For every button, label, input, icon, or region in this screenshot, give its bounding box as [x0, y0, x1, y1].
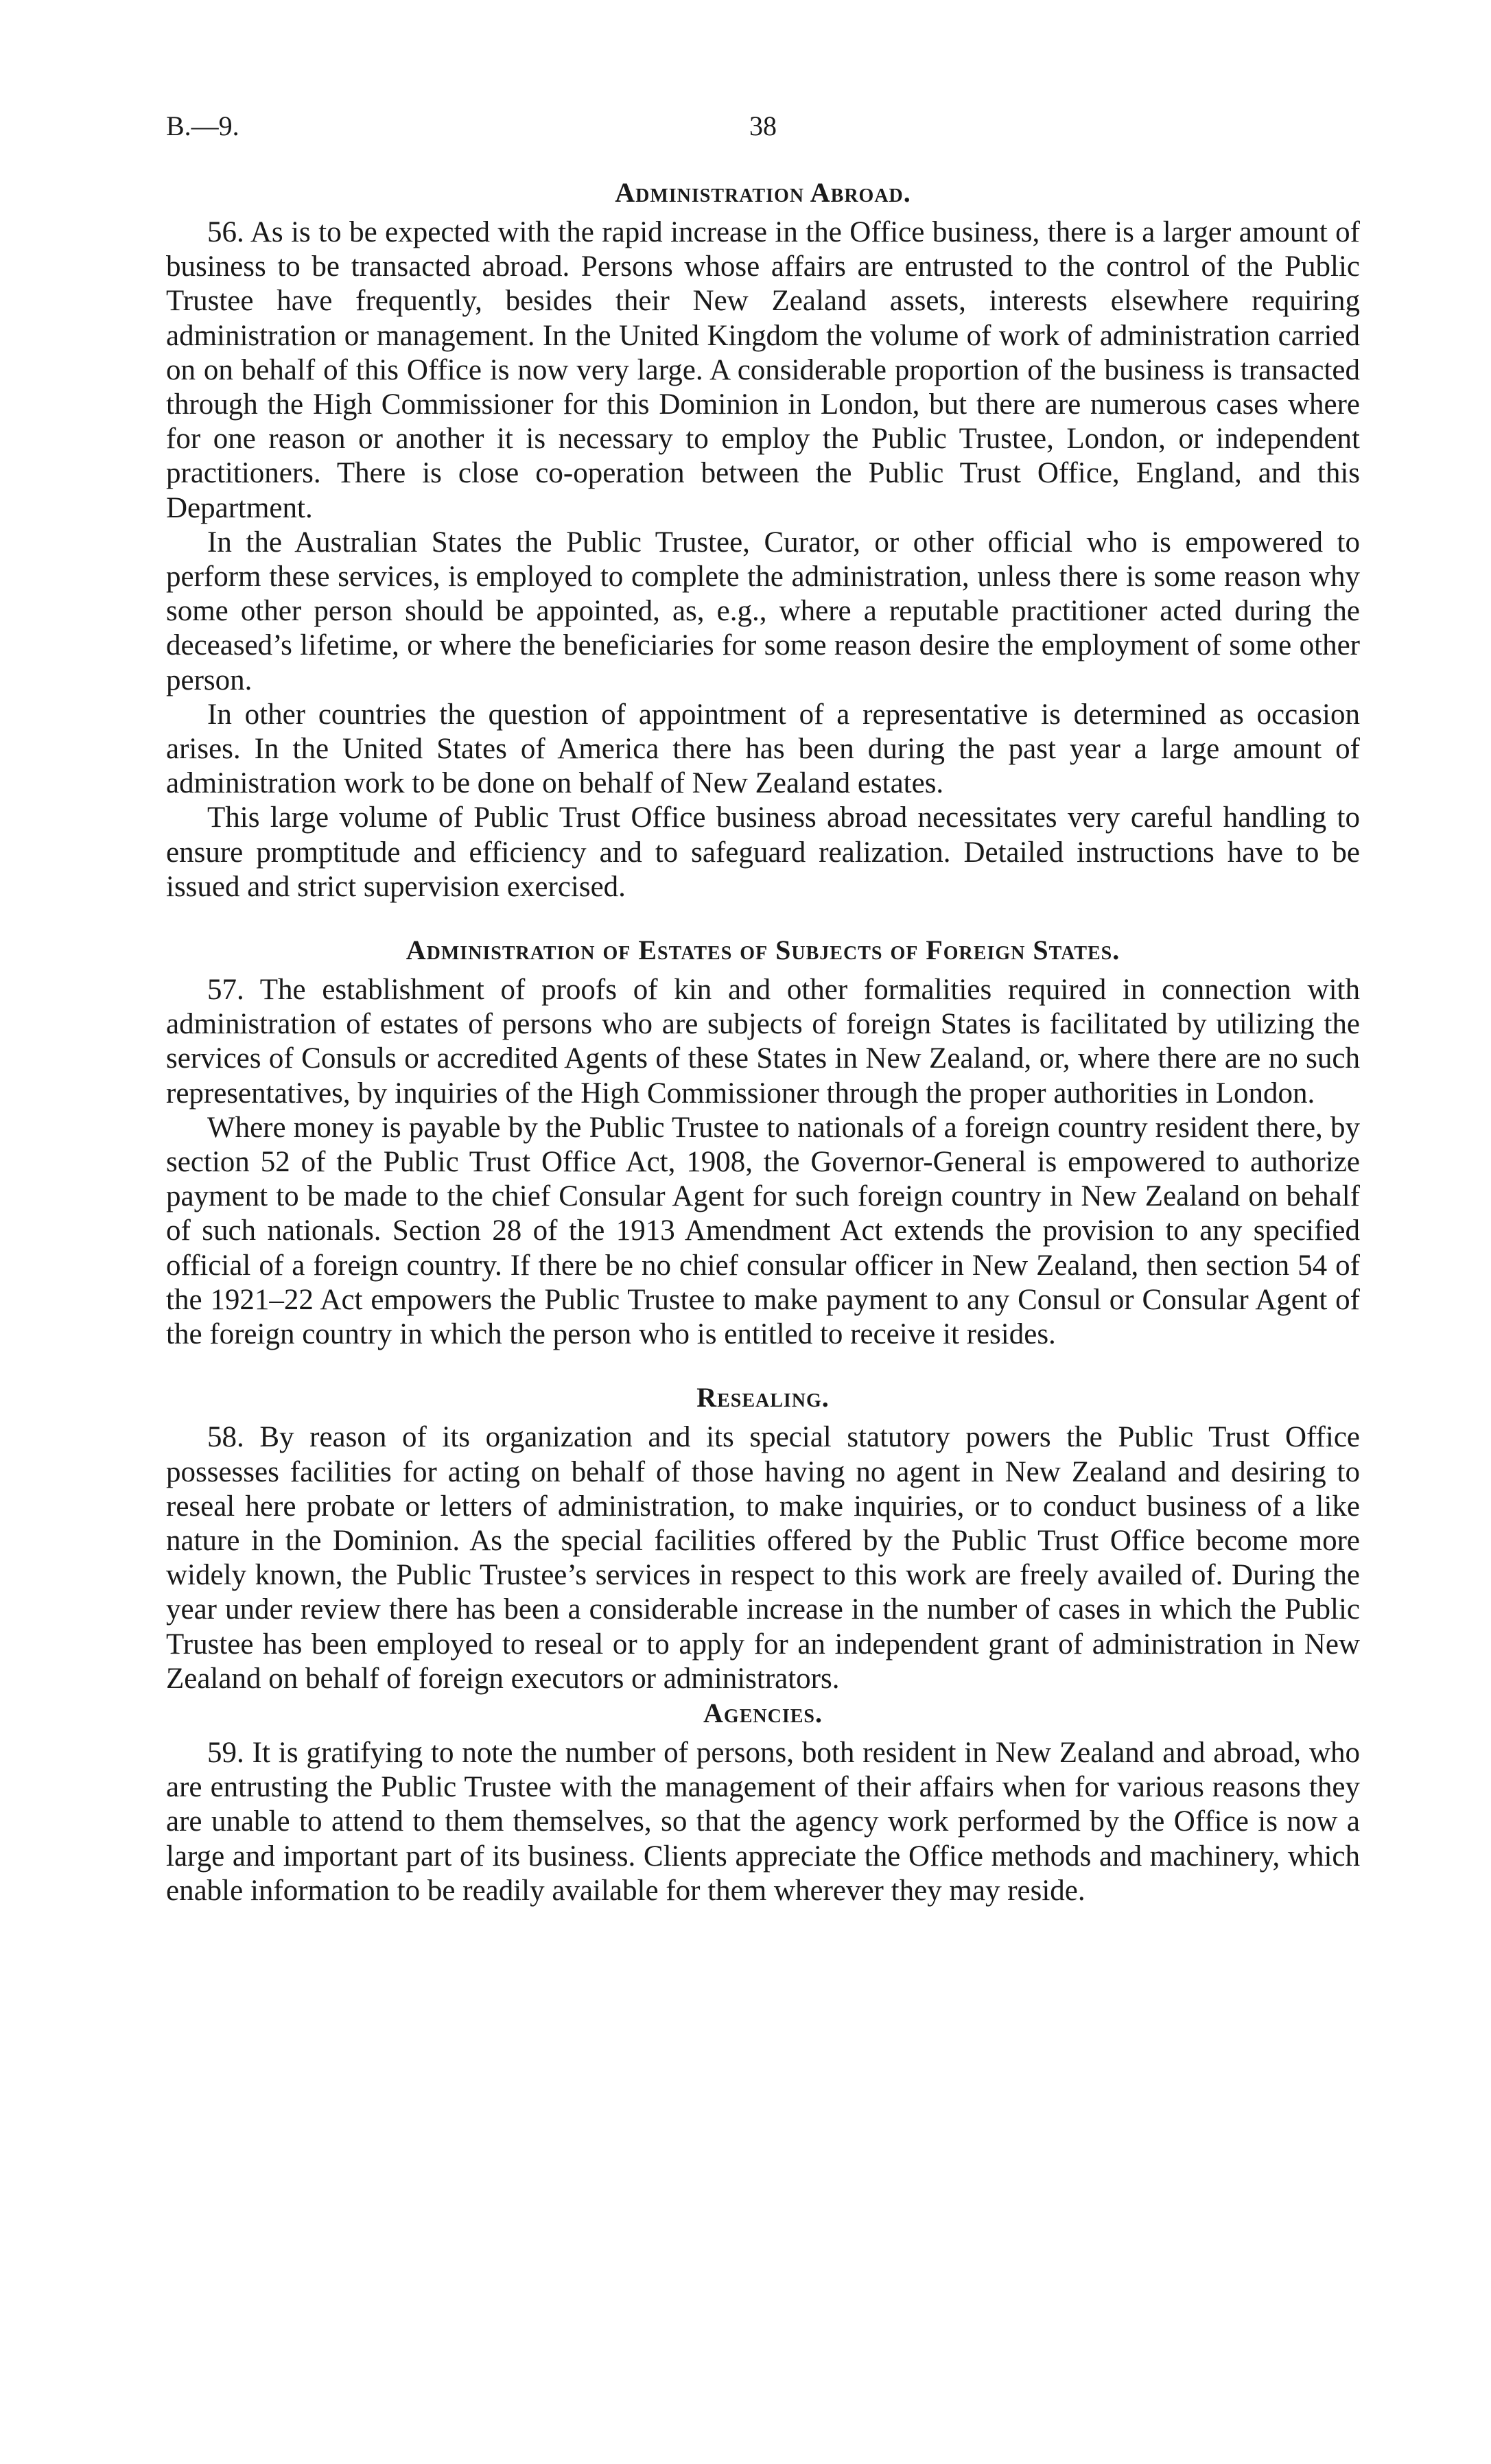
paragraph-56: 56. As is to be expected with the rapid increase in the Office business, there is a larger amount of business to be transacted abroad. Persons whose affairs are entrusted to the control of the Public Trustee have frequently, besides their New Zealand assets, interests elsewhere requiring administration or management. In the United Kingdom the volume of work of administration carried on on behalf of this Office is now very large. A considerable proportion of the business is transacted through the High Commissioner for this Dominion in London, but there are numerous cases where for one reason or another it is necessary to employ the Public Trustee, London, or independent practitioners. There is close co-operation between the Public Trust Office, England, and this Department.: [166, 216, 1360, 524]
page-body: [166, 176, 1360, 1908]
paragraph-59: 59. It is gratifying to note the number of persons, both resident in New Zealand and abroad, who are entrusting the Public Trustee with the management of their affairs when for various reasons they are unable to attend to them themselves, so that the agency work performed by the Office is now a large and important part of its business. Clients appreciate the Office methods and machinery, which enable information to be readily available for them wherever they may reside.: [166, 1736, 1360, 1907]
paragraph-58: 58. By reason of its organization and its special statutory powers the Public Trust Office possesses facilities for acting on behalf of those having no agent in New Zealand and desiring to reseal here probate or letters of administration, to make inquiries, or to conduct business of a like nature in the Dominion. As the special facilities offered by the Public Trust Office become more widely known, the Public Trustee’s services in respect to this work are freely availed of. During the year under review there has been a considerable increase in the number of cases in which the Public Trustee has been employed to reseal or to apply for an independent grant of administration in New Zealand on behalf of foreign executors or administrators.: [166, 1421, 1360, 1695]
paragraph-australian-states: In the Australian States the Public Trustee, Curator, or other official who is empowered to perform these services, is employed to complete the administration, unless there is some reason why some other person should be appointed, as, e.g., where a reputable practitioner acted during the deceased’s lifetime, or where the beneficiaries for some reason desire the employment of some other person.: [166, 526, 1360, 696]
section-heading: Resealing.: [696, 1382, 830, 1413]
section-foreign-states: [166, 933, 1360, 1352]
section-heading: Administration of Estates of Subjects of Foreign States.: [406, 935, 1120, 966]
section-resealing: [166, 1381, 1360, 1696]
paragraph-business-abroad: This large volume of Public Trust Office business abroad necessitates very careful handling to ensure promptitude and efficiency and to safeguard realization. Detailed instructions have to be issued and strict supervision exercised.: [166, 801, 1360, 903]
paragraph-money-payable: Where money is payable by the Public Trustee to nationals of a foreign country resident there, by section 52 of the Public Trust Office Act, 1908, the Governor-General is empowered to authorize payment to be made to the chief Consular Agent for such foreign country in New Zealand on behalf of such nationals. Section 28 of the 1913 Amendment Act extends the provision to any specified official of a foreign country. If there be no chief consular officer in New Zealand, then section 54 of the 1921–22 Act empowers the Public Trustee to make payment to any Consul or Consular Agent of the foreign country in which the person who is entitled to receive it resides.: [166, 1111, 1360, 1351]
section-administration-abroad: [166, 176, 1360, 904]
paragraph-57: 57. The establishment of proofs of kin and other formalities required in connection with administration of estates of persons who are subjects of foreign States is facilitated by utilizing the services of Consuls or accredited Agents of these States in New Zealand, or, where there are no such representatives, by inquiries of the High Commissioner through the proper authorities in London.: [166, 974, 1360, 1110]
paragraph-other-countries: In other countries the question of appointment of a representative is determined as occasion arises. In the United States of America there has been during the past year a large amount of administration work to be done on behalf of New Zealand estates.: [166, 698, 1360, 800]
section-heading: Administration Abroad.: [615, 177, 911, 208]
document-code: B.—9.: [166, 110, 239, 141]
section-heading: Agencies.: [703, 1697, 823, 1728]
running-head: [166, 110, 1360, 151]
page-number: 38: [749, 110, 777, 141]
section-agencies: [166, 1696, 1360, 1908]
